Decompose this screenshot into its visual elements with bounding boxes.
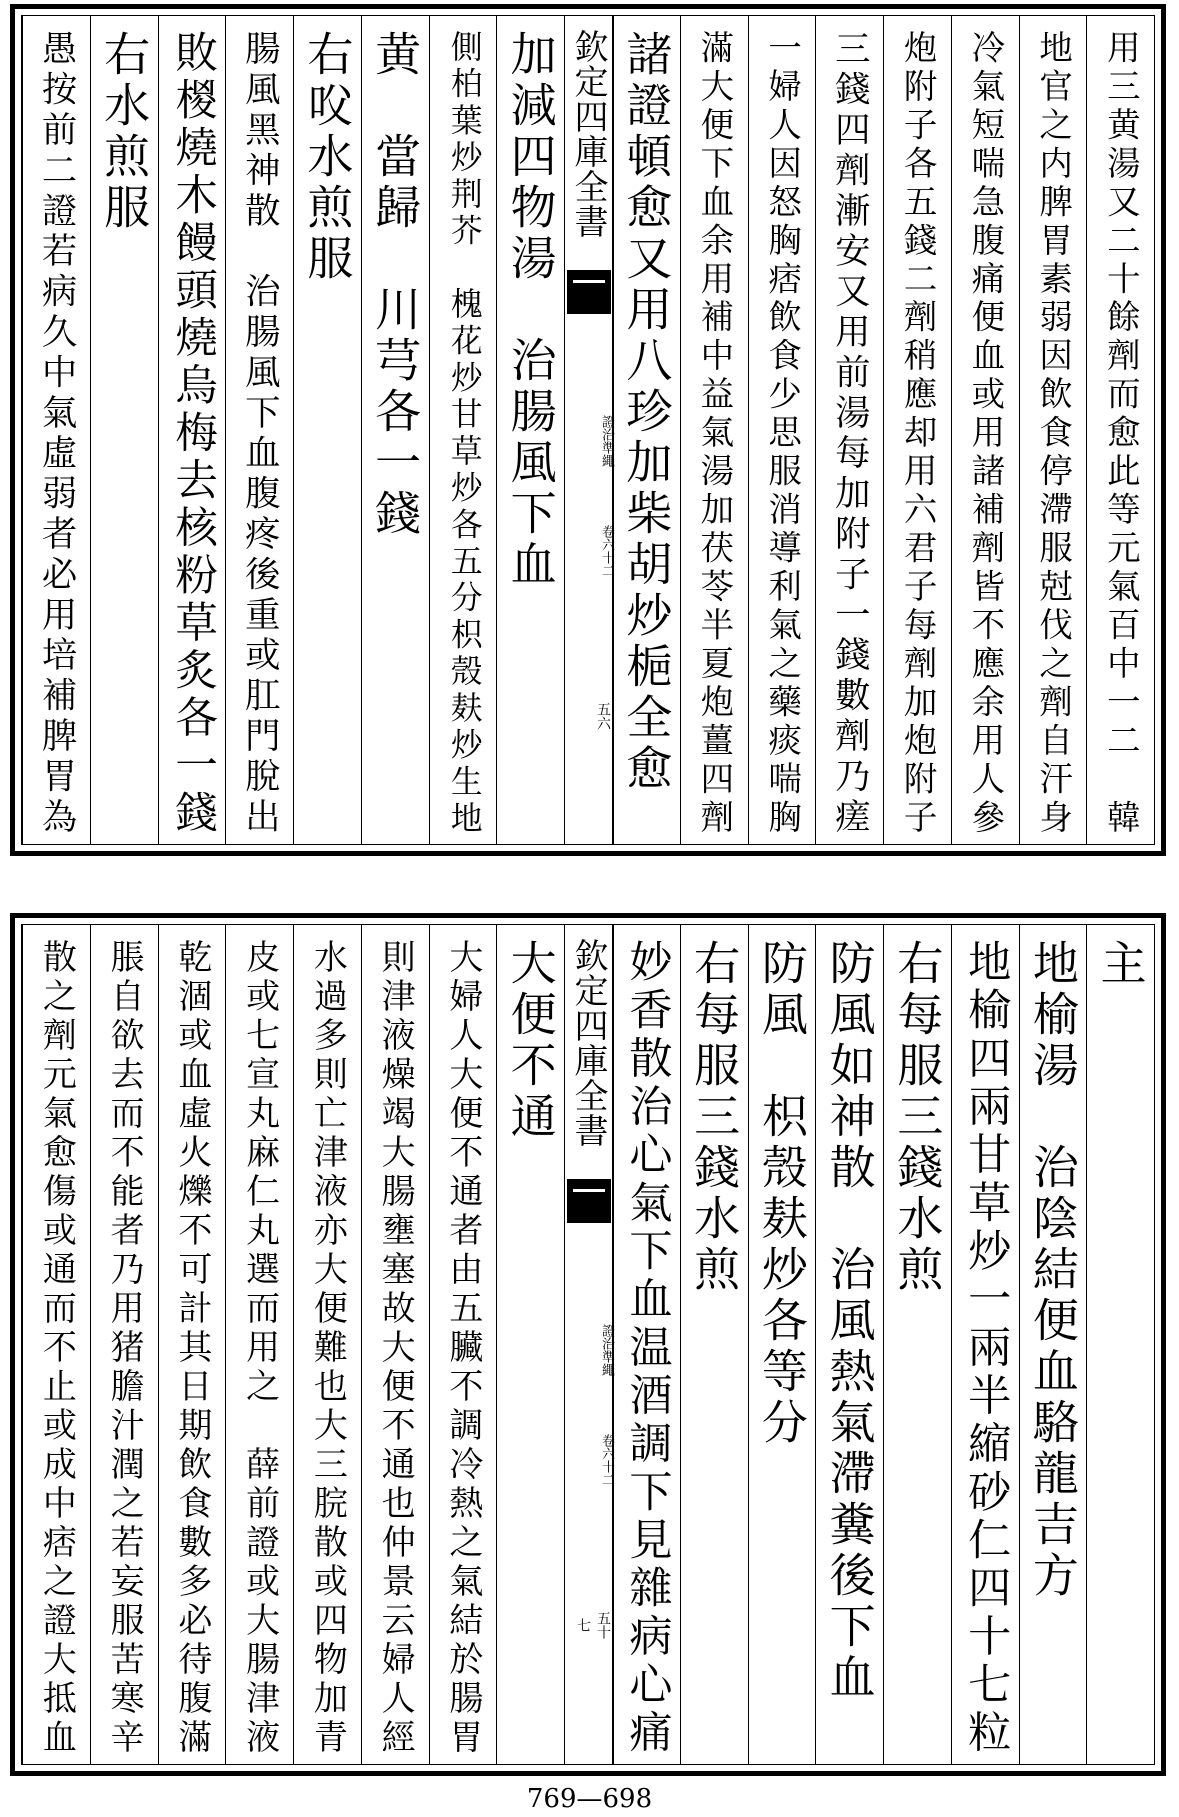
column-text: 妙香散治心氣下血温酒調下見雜病心痛	[621, 939, 672, 1758]
text-column	[90, 16, 158, 844]
banner-column	[564, 16, 614, 844]
banner-subtitle: 證治準繩	[599, 1324, 614, 1376]
banner-title: 欽定四庫全書	[568, 938, 608, 1148]
column-text: 滿大便下血余用補中益氣湯加茯苓半夏炮薑四劑	[694, 30, 734, 838]
column-text: 側柏葉炒荆芥 槐花炒甘草炒各五分枳殼麸炒生地	[445, 30, 482, 838]
text-column	[429, 925, 497, 1764]
text-column	[748, 925, 816, 1764]
column-text: 愚按前二證若病久中氣虛弱者必用培補脾胃為	[36, 30, 78, 838]
text-column	[883, 16, 951, 844]
text-column	[951, 925, 1019, 1764]
upper-page	[10, 4, 1166, 856]
column-text: 腸風黑神散 治腸風下血腹疼後重或肛門脫出	[239, 30, 281, 838]
column-text: 用三黄湯又二十餘劑而愈此等元氣百中一二 韓	[1101, 30, 1141, 838]
text-column	[293, 925, 361, 1764]
text-column	[90, 925, 158, 1764]
text-column	[680, 925, 748, 1764]
text-column	[158, 925, 226, 1764]
banner-volume: 卷六十二	[599, 525, 614, 577]
text-column	[680, 16, 748, 844]
text-column	[496, 16, 564, 844]
banner-page-number: 五十七	[575, 1611, 611, 1639]
text-column	[225, 16, 293, 844]
column-text: 水過多則亡津液亦大便難也大三脘散或四物加青	[307, 939, 348, 1758]
banner-page-number: 五六	[595, 702, 611, 730]
column-text: 乾涸或血虛火爍不可計其日期飲食數多必待腹滿	[171, 939, 212, 1758]
fish-tail-mark	[567, 1179, 611, 1223]
text-column	[361, 16, 429, 844]
column-text: 敗椶燒木饅頭燒烏梅去核粉草炙各一錢	[168, 30, 218, 838]
column-text: 皮或七宣丸麻仁丸選而用之 薛前證或大腸津液	[239, 939, 280, 1758]
text-column	[22, 925, 90, 1764]
text-column	[1019, 925, 1087, 1764]
column-text: 散之劑元氣愈傷或通而不止或成中痞之證大抵血	[36, 939, 77, 1758]
column-text: 右每服三錢水煎	[687, 939, 742, 1296]
column-text: 右每服三錢水煎	[890, 939, 945, 1296]
column-text: 右水煎服	[97, 30, 152, 234]
text-column	[496, 925, 564, 1764]
text-column	[1086, 16, 1154, 844]
column-text: 炮附子各五錢二劑稍應却用六君子每劑加炮附子	[898, 30, 938, 838]
column-text: 地官之内脾胃素弱因飲食停滯服尅伐之劑自汗身	[1033, 30, 1073, 838]
column-text: 脹自欲去而不能者乃用猪膽汁潤之若妄服苦寒辛	[104, 939, 145, 1758]
text-column	[361, 925, 429, 1764]
column-text: 諸證頓愈又用八珍加柴胡炒梔全愈	[619, 30, 674, 795]
text-column	[429, 16, 497, 844]
column-text: 大便不通	[503, 939, 558, 1143]
text-column	[883, 925, 951, 1764]
banner-column	[564, 925, 614, 1764]
column-text: 主	[1093, 939, 1148, 990]
column-text: 加減四物湯 治腸風下血	[503, 30, 558, 591]
text-column	[612, 16, 680, 844]
text-column	[612, 925, 680, 1764]
column-text: 地榆湯 治陰結便血駱龍吉方	[1025, 939, 1080, 1602]
column-text: 冷氣短喘急腹痛便血或用諸補劑皆不應余用人參	[965, 30, 1005, 838]
text-column	[22, 16, 90, 844]
column-text: 右㕮水煎服	[300, 30, 355, 285]
banner-subtitle: 證治準繩	[599, 415, 614, 467]
fish-tail-mark	[567, 270, 611, 314]
text-column	[815, 16, 883, 844]
upper-page-frame	[21, 15, 1155, 845]
text-column	[1019, 16, 1087, 844]
text-column	[225, 925, 293, 1764]
text-column	[1086, 925, 1154, 1764]
lower-page	[10, 913, 1166, 1776]
column-text: 大婦人大便不通者由五臟不調冷熱之氣結於腸胃	[442, 939, 483, 1758]
text-column	[158, 16, 226, 844]
text-column	[748, 16, 816, 844]
column-text: 黄 當歸 川芎各一錢	[368, 30, 423, 540]
banner-volume: 卷六十二	[599, 1434, 614, 1486]
lower-page-frame	[21, 924, 1155, 1765]
column-text: 防風 枳殼麸炒各等分	[754, 939, 809, 1449]
page-footer-number: 769—698	[526, 1784, 653, 1814]
column-text: 一婦人因怒胸痞飲食少思服消導利氣之藥痰喘胸	[762, 30, 802, 838]
column-text: 地榆四兩甘草炒一兩半縮砂仁四十七粒	[960, 939, 1011, 1758]
banner-title: 欽定四庫全書	[568, 29, 608, 239]
text-column	[815, 925, 883, 1764]
column-text: 防風如神散 治風熱氣滯糞後下血	[822, 939, 877, 1704]
text-column	[293, 16, 361, 844]
column-text: 則津液燥竭大腸壅塞故大便不通也仲景云婦人經	[375, 939, 416, 1758]
column-text: 三錢四劑漸安又用前湯每加附子一錢數劑乃瘥	[829, 30, 871, 838]
text-column	[951, 16, 1019, 844]
